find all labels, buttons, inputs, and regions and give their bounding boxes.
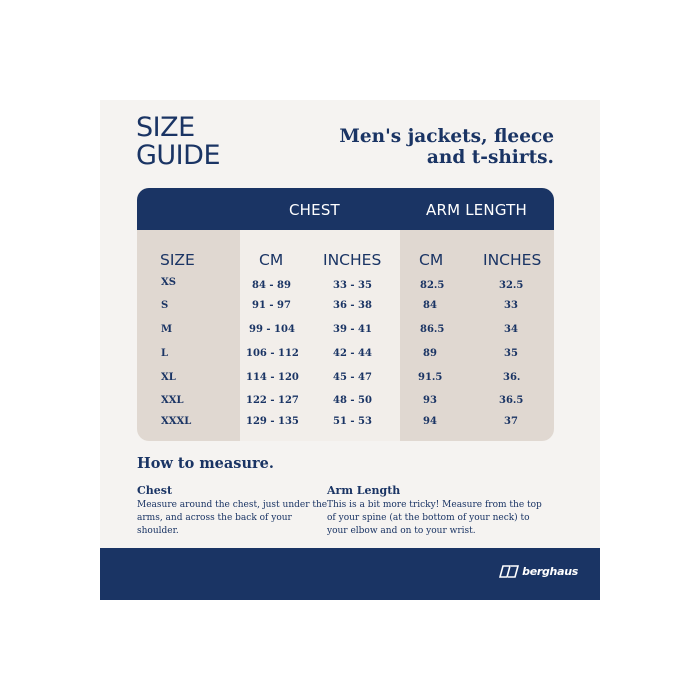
chest-cm-cell: 106 - 112	[246, 348, 299, 359]
arm-cm-cell: 86.5	[420, 324, 445, 335]
chest-cm-column-header: CM	[259, 251, 284, 269]
chest-line-3: shoulder.	[137, 526, 179, 536]
arm-inches-cell: 37	[504, 416, 518, 427]
brand-name: berghaus	[522, 565, 578, 578]
size-guide-card	[100, 100, 600, 600]
page-title	[136, 114, 220, 170]
arm-inches-cell: 34	[504, 324, 518, 335]
how-to-measure-heading: How to measure.	[137, 455, 274, 472]
title-line-2: GUIDE	[136, 140, 220, 171]
size-cell: XXL	[161, 395, 184, 406]
size-cell: M	[161, 324, 173, 335]
chest-instructions-title: Chest	[137, 484, 173, 497]
table-header-bar	[137, 188, 554, 230]
arm-line-3: your elbow and on to your wrist.	[327, 526, 476, 536]
chest-cm-cell: 114 - 120	[246, 372, 299, 383]
arm-length-group-header: ARM LENGTH	[426, 201, 527, 219]
chest-inches-cell: 36 - 38	[333, 300, 372, 311]
size-table	[137, 188, 554, 441]
arm-cm-cell: 89	[423, 348, 437, 359]
berghaus-logo-icon	[499, 565, 519, 578]
chest-inches-column-header: INCHES	[323, 251, 382, 269]
arm-inches-cell: 35	[504, 348, 518, 359]
arm-length-instructions-text	[327, 499, 542, 538]
arm-inches-column-header: INCHES	[483, 251, 542, 269]
arm-length-instructions-title: Arm Length	[327, 484, 401, 497]
chest-group-header: CHEST	[289, 201, 340, 219]
size-cell: XXXL	[161, 416, 192, 427]
arm-inches-cell: 36.	[503, 372, 521, 383]
chest-inches-cell: 39 - 41	[333, 324, 372, 335]
size-cell: L	[161, 348, 169, 359]
chest-cm-cell: 99 - 104	[249, 324, 295, 335]
chest-line-2: arms, and across the back of your	[137, 513, 292, 523]
title-line-1: SIZE	[136, 112, 195, 143]
chest-cm-cell: 129 - 135	[246, 416, 299, 427]
chest-inches-cell: 42 - 44	[333, 348, 372, 359]
chest-inches-cell: 33 - 35	[333, 280, 372, 291]
chest-cm-cell: 122 - 127	[246, 395, 299, 406]
size-column-header: SIZE	[160, 251, 195, 269]
size-cell: XS	[161, 277, 176, 288]
arm-line-1: This is a bit more tricky! Measure from the top	[327, 500, 542, 510]
subtitle-line-1: Men's jackets, fleece	[339, 126, 554, 147]
arm-cm-cell: 82.5	[420, 280, 445, 291]
chest-inches-cell: 51 - 53	[333, 416, 372, 427]
arm-inches-cell: 32.5	[499, 280, 524, 291]
arm-inches-cell: 36.5	[499, 395, 524, 406]
arm-cm-cell: 91.5	[418, 372, 443, 383]
chest-line-1: Measure around the chest, just under the	[137, 500, 328, 510]
arm-line-2: of your spine (at the bottom of your neck) to	[327, 513, 530, 523]
chest-cm-cell: 84 - 89	[252, 280, 291, 291]
chest-cm-cell: 91 - 97	[252, 300, 291, 311]
chest-inches-cell: 48 - 50	[333, 395, 372, 406]
product-subtitle	[339, 126, 554, 168]
arm-cm-cell: 94	[423, 416, 437, 427]
arm-cm-cell: 84	[423, 300, 437, 311]
chest-inches-cell: 45 - 47	[333, 372, 372, 383]
arm-inches-cell: 33	[504, 300, 518, 311]
brand-logo	[499, 565, 578, 578]
chest-instructions-text	[137, 499, 327, 538]
footer-bar	[100, 548, 600, 600]
subtitle-line-2: and t-shirts.	[426, 147, 554, 168]
size-cell: S	[161, 300, 169, 311]
arm-cm-column-header: CM	[419, 251, 444, 269]
size-cell: XL	[161, 372, 176, 383]
arm-cm-cell: 93	[423, 395, 437, 406]
